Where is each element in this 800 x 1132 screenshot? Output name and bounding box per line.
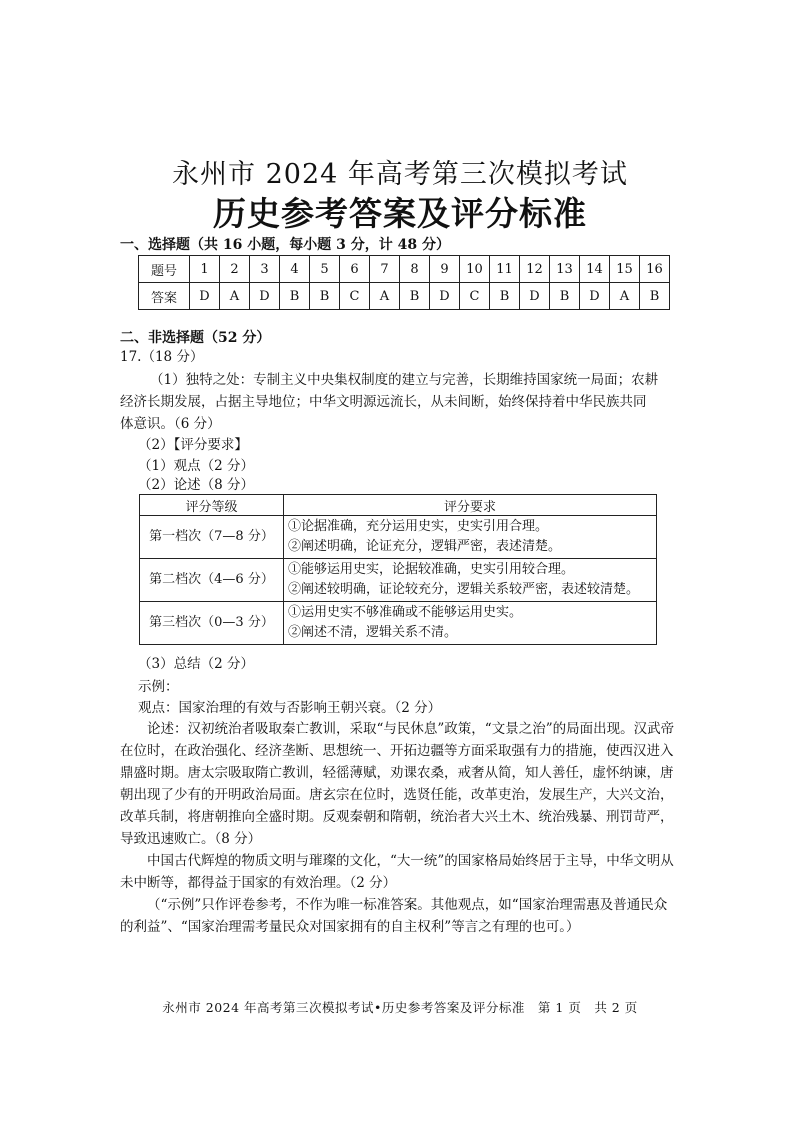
section1-heading: 一、选择题（共 16 小题，每小题 3 分，计 48 分） <box>120 237 450 253</box>
summary-criterion: （3）总结（2 分） <box>138 656 254 672</box>
grading-row <box>140 602 657 645</box>
requirement-item: ①能够运用史实，论据较准确，史实引用较合理。 <box>288 562 575 577</box>
question-number: 4 <box>280 256 310 283</box>
grade-level: 第一档次（7—8 分） <box>140 516 284 559</box>
grading-header-row <box>140 495 657 516</box>
answer-cell: A <box>220 283 250 310</box>
answer-cell: B <box>280 283 310 310</box>
answer-cell: C <box>460 283 490 310</box>
exam-title: 永州市 2024 年高考第三次模拟考试 <box>172 159 628 190</box>
answer-row <box>139 283 670 310</box>
answer-cell: D <box>190 283 220 310</box>
grade-requirements <box>284 559 657 602</box>
question-number: 3 <box>250 256 280 283</box>
example-viewpoint: 观点：国家治理的有效与否影响王朝兴衰。（2 分） <box>138 700 442 716</box>
requirement-item: ②阐述明确，论证充分，逻辑严密，表述清楚。 <box>288 539 562 554</box>
answer-cell: B <box>400 283 430 310</box>
requirement-item: ②阐述不清，逻辑关系不清。 <box>288 625 458 640</box>
question-number: 7 <box>370 256 400 283</box>
question-number: 2 <box>220 256 250 283</box>
question-number: 16 <box>640 256 670 283</box>
grade-requirement-header: 评分要求 <box>284 495 657 516</box>
grading-table <box>139 494 657 645</box>
part1-line: 经济长期发展，占据主导地位；中华文明源远流长，从未间断，始终保持着中华民族共同 <box>120 394 647 410</box>
part2-heading: （2）【评分要求】 <box>138 437 248 453</box>
part1-line: （1）独特之处：专制主义中央集权制度的建立与完善，长期维持国家统一局面；农耕 <box>150 372 659 388</box>
row-label-number: 题号 <box>139 256 190 283</box>
answer-cell: D <box>580 283 610 310</box>
example-summary: 中国古代辉煌的物质文明与璀璨的文化，“大一统”的国家格局始终居于主导，中华文明从未中断等，都得益于国家的有效治理。（2 分） <box>120 853 674 891</box>
question-number: 8 <box>400 256 430 283</box>
requirement-item: ①运用史实不够准确或不能够运用史实。 <box>288 605 523 620</box>
grade-requirements <box>284 602 657 645</box>
answer-cell: A <box>610 283 640 310</box>
part1-line: 体意识。（6 分） <box>120 416 221 432</box>
answer-cell: D <box>250 283 280 310</box>
question-number: 15 <box>610 256 640 283</box>
question-17-label: 17.（18 分） <box>120 349 204 365</box>
answer-cell: B <box>550 283 580 310</box>
requirement-item: ①论据准确，充分运用史实，史实引用合理。 <box>288 519 549 534</box>
grading-row <box>140 559 657 602</box>
argument-criterion: （2）论述（8 分） <box>138 477 254 493</box>
answer-cell: D <box>520 283 550 310</box>
question-number: 9 <box>430 256 460 283</box>
section2-heading: 二、非选择题（52 分） <box>120 330 271 346</box>
requirement-item: ②阐述较明确，证论较充分，逻辑关系较严密，表述较清楚。 <box>288 582 640 597</box>
grading-row <box>140 516 657 559</box>
question-number: 1 <box>190 256 220 283</box>
answer-cell: B <box>310 283 340 310</box>
question-number: 6 <box>340 256 370 283</box>
answer-cell: A <box>370 283 400 310</box>
example-label: 示例： <box>138 679 179 695</box>
grade-level: 第二档次（4—6 分） <box>140 559 284 602</box>
grade-level-header: 评分等级 <box>140 495 284 516</box>
answer-cell: C <box>340 283 370 310</box>
question-number: 12 <box>520 256 550 283</box>
example-note: （“示例”只作评卷参考，不作为唯一标准答案。其他观点，如“国家治理需惠及普通民众的利益”、“国家治理需考量民众对国家拥有的自主权利”等言之有理的也可。） <box>120 897 668 935</box>
question-number-row <box>139 256 670 283</box>
page-footer: 永州市 2024 年高考第三次模拟考试•历史参考答案及评分标准 第 1 页 共 2 页 <box>162 1000 638 1015</box>
question-number: 11 <box>490 256 520 283</box>
answer-cell: B <box>490 283 520 310</box>
question-number: 5 <box>310 256 340 283</box>
answer-cell: D <box>430 283 460 310</box>
viewpoint-criterion: （1）观点（2 分） <box>138 458 254 474</box>
answer-table <box>138 255 670 310</box>
grade-requirements <box>284 516 657 559</box>
answer-cell: B <box>640 283 670 310</box>
question-number: 10 <box>460 256 490 283</box>
question-number: 13 <box>550 256 580 283</box>
question-number: 14 <box>580 256 610 283</box>
document-subtitle: 历史参考答案及评分标准 <box>213 194 587 233</box>
row-label-answer: 答案 <box>139 283 190 310</box>
example-argument: 论述：汉初统治者吸取秦亡教训，采取“与民休息”政策，“文景之治”的局面出现。汉武帝在位时，在政治强化、经济垄断、思想统一、开拓边疆等方面采取强有力的措施，使西汉进入鼎盛时期。唐太宗吸取隋亡教训，轻徭薄赋，劝课农桑，戒奢从简，知人善任，虚怀纳谏，唐朝出现了少有的开明政治局面。唐玄宗在位时，选贤任能，改革吏治，发展生产，大兴文治，改革兵制，将唐朝推向全盛时期。反观秦朝和隋朝，统治者大兴土木、统治残暴、刑罚苛严，导致迅速败亡。（8 分） <box>120 721 675 847</box>
grade-level: 第三档次（0—3 分） <box>140 602 284 645</box>
